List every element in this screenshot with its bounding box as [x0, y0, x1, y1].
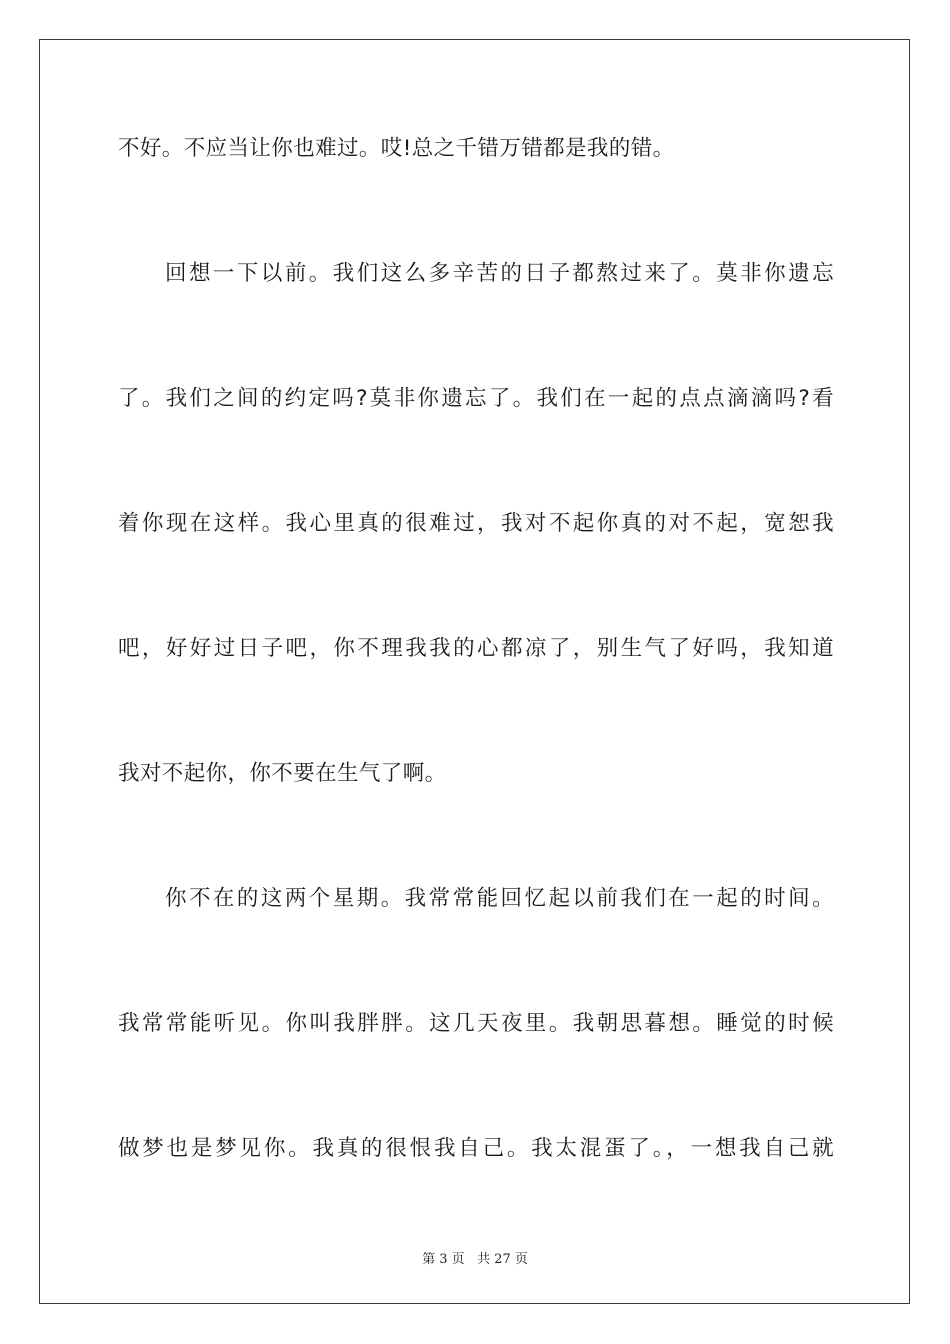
- page-number: 第 3 页: [422, 1252, 465, 1267]
- page-total: 共 27 页: [477, 1252, 528, 1267]
- page-border: [39, 39, 910, 1304]
- text-line-8: 我常常能听见。你叫我胖胖。这几天夜里。我朝思暮想。睡觉的时候: [118, 1011, 834, 1036]
- text-line-6: 我对不起你，你不要在生气了啊。: [118, 761, 447, 786]
- text-line-4: 着你现在这样。我心里真的很难过，我对不起你真的对不起，宽恕我: [118, 511, 834, 536]
- text-line-1: 不好。不应当让你也难过。哎!总之千错万错都是我的错。: [118, 136, 675, 161]
- text-line-3: 了。我们之间的约定吗?莫非你遗忘了。我们在一起的点点滴滴吗?看: [118, 386, 834, 411]
- text-line-5: 吧，好好过日子吧，你不理我我的心都凉了，别生气了好吗，我知道: [118, 636, 834, 661]
- text-line-2: 回想一下以前。我们这么多辛苦的日子都熬过来了。莫非你遗忘: [165, 261, 834, 286]
- text-line-7: 你不在的这两个星期。我常常能回忆起以前我们在一起的时间。: [165, 886, 834, 911]
- text-line-9: 做梦也是梦见你。我真的很恨我自己。我太混蛋了。，一想我自己就: [118, 1136, 834, 1161]
- page-footer: [0, 1248, 950, 1267]
